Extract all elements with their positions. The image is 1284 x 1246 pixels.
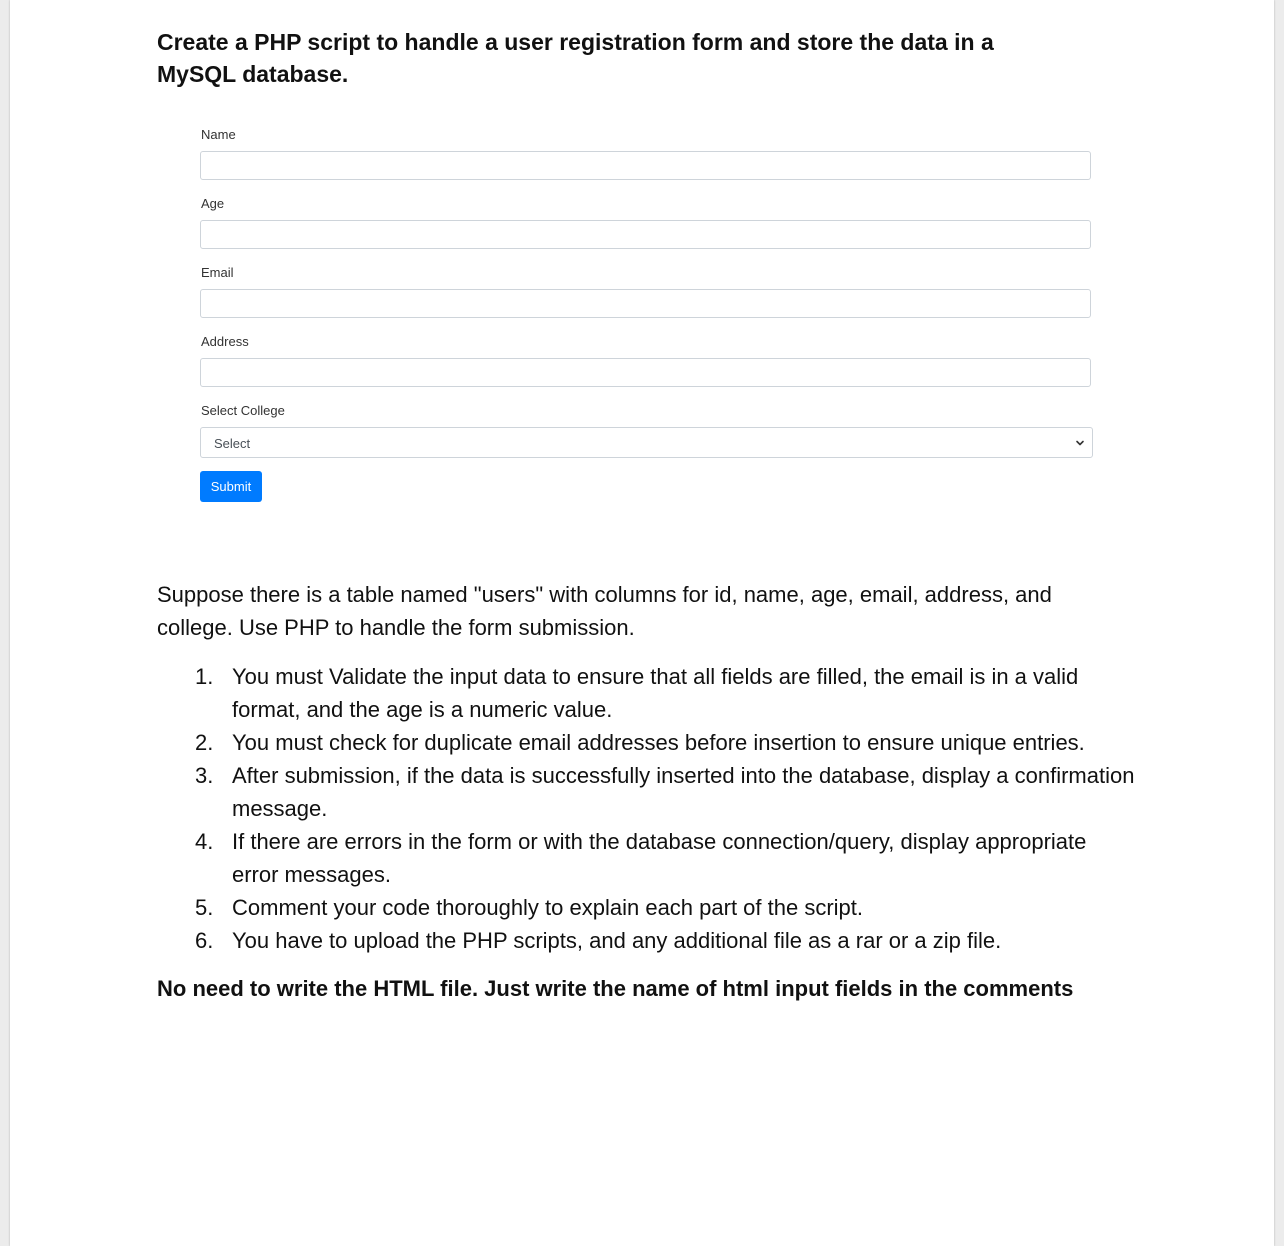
document-page [10, 0, 1274, 1246]
list-item-text: If there are errors in the form or with the database connection/query, display appropriate error messages. [232, 829, 1087, 887]
name-label: Name [201, 127, 236, 142]
list-item-text: After submission, if the data is successfully inserted into the database, display a confirmation message. [232, 763, 1135, 821]
college-select[interactable] [200, 427, 1093, 458]
age-label: Age [201, 196, 225, 211]
chevron-down-icon [1074, 437, 1086, 449]
intro-paragraph: Suppose there is a table named "users" with columns for id, name, age, email, address, and college. Use PHP to handle the form submission. [157, 582, 1052, 640]
name-input[interactable] [200, 151, 1091, 180]
address-label: Address [201, 334, 249, 349]
list-item-number: 3. [195, 763, 214, 788]
assignment-heading: Create a PHP script to handle a user registration form and store the data in a MySQL database. [157, 29, 994, 87]
list-item-number: 2. [195, 730, 214, 755]
closing-note: No need to write the HTML file. Just write the name of html input fields in the comments [157, 976, 1074, 1001]
list-item-number: 6. [195, 928, 214, 953]
list-item-text: You must check for duplicate email addresses before insertion to ensure unique entries. [232, 730, 1085, 755]
list-item [157, 891, 1137, 924]
list-item [157, 660, 1137, 726]
list-item-number: 5. [195, 895, 214, 920]
college-select-value: Select [214, 436, 251, 451]
email-input[interactable] [200, 289, 1091, 318]
list-item-number: 1. [195, 664, 214, 689]
college-label: Select College [201, 403, 285, 418]
list-item [157, 825, 1137, 891]
list-item [157, 726, 1137, 759]
list-item-text: You have to upload the PHP scripts, and any additional file as a rar or a zip file. [232, 928, 1002, 953]
age-input[interactable] [200, 220, 1091, 249]
list-item [157, 759, 1137, 825]
list-item [157, 924, 1137, 957]
submit-button[interactable]: Submit [200, 471, 262, 502]
list-item-number: 4. [195, 829, 214, 854]
list-item-text: Comment your code thoroughly to explain each part of the script. [232, 895, 864, 920]
list-item-text: You must Validate the input data to ensure that all fields are filled, the email is in a valid format, and the age is a numeric value. [232, 664, 1079, 722]
email-label: Email [201, 265, 234, 280]
requirements-list [157, 660, 1137, 957]
address-input[interactable] [200, 358, 1091, 387]
